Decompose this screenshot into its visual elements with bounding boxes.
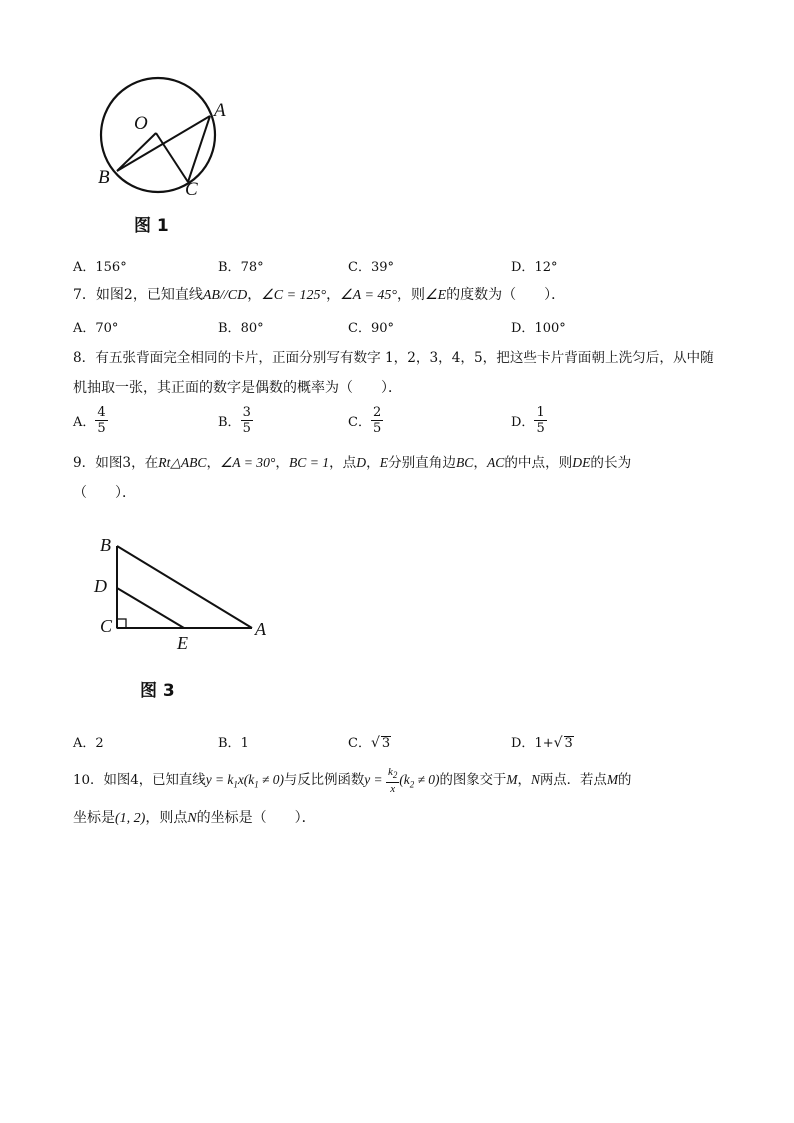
label-b: B [98, 167, 110, 188]
figure-1-caption: 图 1 [134, 216, 169, 236]
q9-option-d[interactable]: D．1+√ 3 [511, 735, 573, 751]
label-b: B [100, 535, 111, 555]
figure-3 [88, 532, 288, 702]
q6-option-b[interactable]: B．78° [218, 260, 264, 275]
q8-option-b[interactable]: B． $\frac{3}{5}$ [218, 405, 251, 436]
figure-1-diagram [90, 75, 240, 200]
q9-option-a[interactable]: A．2 [73, 736, 104, 751]
label-c: C [100, 616, 113, 636]
label-e: E [177, 633, 188, 653]
q9-stem-line-2: （ ）． [73, 485, 136, 501]
q6-option-d[interactable]: D．12° [511, 260, 558, 275]
q8-option-d[interactable]: D． $\frac{1}{5}$ [511, 405, 545, 436]
q8-option-a[interactable]: A． $\frac{4}{5}$ [73, 405, 106, 436]
q8-option-c[interactable]: C． $\frac{2}{5}$ [348, 405, 382, 436]
q7-option-c[interactable]: C．90° [348, 321, 394, 336]
segment-oc [156, 133, 188, 182]
figure-1 [90, 75, 240, 235]
q7-option-b[interactable]: B．80° [218, 321, 264, 336]
q6-option-c[interactable]: C．39° [348, 260, 394, 275]
right-angle-mark [117, 619, 126, 628]
q10-stem-line-1: 10．如图4，已知直线$y = k_1x(k_1 \ne 0)$与反比例函数y = $\frac{k_2}{x}$ $(k_2 \ne 0)$的图象交于M，N两点．若点M的 [73, 766, 632, 795]
label-d: D [94, 576, 107, 596]
q9-option-c[interactable]: C．√ 3 [348, 735, 391, 751]
q9-option-b[interactable]: B．1 [218, 736, 249, 751]
q6-option-a[interactable]: A．156° [73, 260, 127, 275]
q10-stem-line-2: 坐标是(1, 2)，则点N的坐标是（ ）． [73, 810, 316, 826]
q8-stem-line-2: 机抽取一张，其正面的数字是偶数的概率为（ ）． [73, 380, 402, 396]
q8-stem-line-1: 8．有五张背面完全相同的卡片，正面分别写有数字 1，2，3，4，5，把这些卡片背面朝上洗匀后，从中随 [73, 350, 714, 366]
label-c: C [185, 179, 198, 200]
segment-ba [117, 116, 210, 171]
q7-option-d[interactable]: D．100° [511, 321, 566, 336]
segment-de [117, 588, 184, 628]
label-a: A [214, 100, 226, 121]
figure-3-caption: 图 3 [140, 681, 175, 701]
label-o: O [134, 113, 148, 134]
segment-ba [117, 546, 252, 628]
q7-option-a[interactable]: A．70° [73, 321, 119, 336]
label-a: A [255, 619, 266, 639]
q9-stem-line-1: 9．如图3，在Rt△ABC，∠A = 30°，BC = 1，点D，E分别直角边BC，AC的中点，则DE的长为 [73, 455, 632, 471]
q7-stem: 7．如图2，已知直线AB//CD，∠C = 125°，∠A = 45°，则∠E的度数为（ ）． [73, 287, 566, 303]
